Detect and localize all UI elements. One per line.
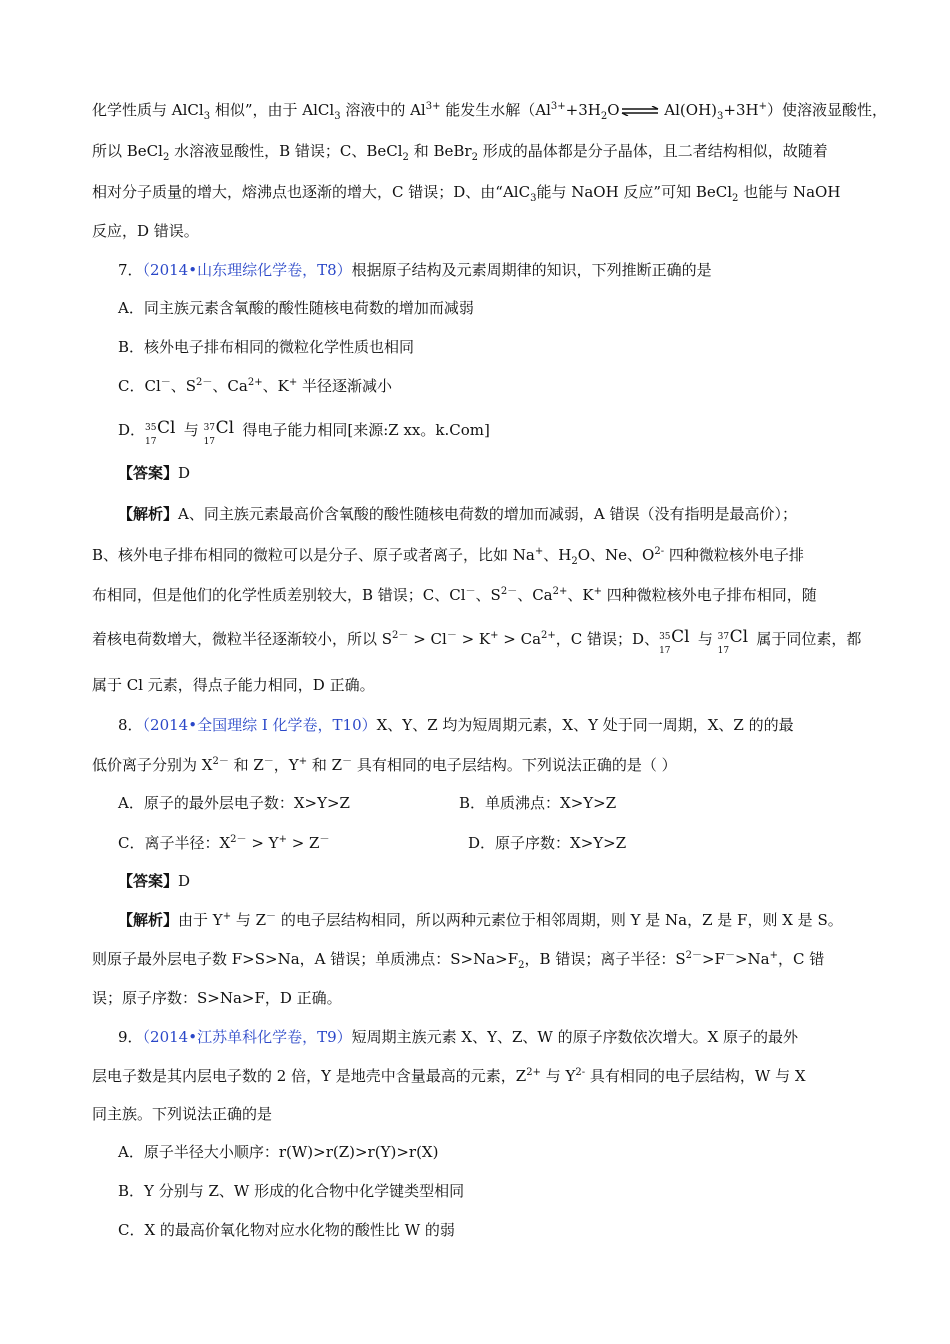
explanation-7: 【解析】A、同主族元素最高价含氧酸的酸性随核电荷数的增加而减弱，A 错误（没有指明是最高价）； xyxy=(118,505,797,523)
equilibrium-arrow-icon xyxy=(620,106,660,116)
answer-7: 【答案】D xyxy=(118,464,191,482)
isotope-cl35: 35 17 Cl xyxy=(145,418,176,447)
question-7-stem: 7．（2014•山东理综化学卷，T8）根据原子结构及元素周期律的知识，下列推断正确的是 xyxy=(118,261,712,279)
option-a: A．原子的最外层电子数：X>Y>Z xyxy=(118,794,350,812)
explanation-8: 【解析】由于 Y+ 与 Z－ 的电子层结构相同，所以两种元素位于相邻周期，则 Y 是 Na，Z 是 F，则 X 是 S。 xyxy=(118,911,843,929)
text-line: 误；原子序数：S>Na>F，D 正确。 xyxy=(92,989,342,1007)
text-line: 层电子数是其内层电子数的 2 倍，Y 是地壳中含量最高的元素，$Z^{2+}$ 与 $Y^{2-}$ 具有相同的电子层结构，W 与 X xyxy=(92,1067,806,1085)
text-line: 反应，D 错误。 xyxy=(92,222,199,240)
answer-8: 【答案】D xyxy=(118,872,191,890)
isotope-cl35: 35 17 Cl xyxy=(659,627,690,656)
text-line: 布相同，但是他们的化学性质差别较大，B 错误；C、Cl－、$S^{2-}$、$Ca^{2+}$、K+ 四种微粒核外电子排布相同，随 xyxy=(92,586,817,604)
option-b: B．核外电子排布相同的微粒化学性质也相同 xyxy=(118,338,415,356)
text-line: B、核外电子排布相同的微粒可以是分子、原子或者离子，比如 Na+、$H_2O$、Ne、$O^{2-}$ 四种微粒核外电子排 xyxy=(92,546,804,567)
question-source: （2014•山东理综化学卷，T8） xyxy=(142,261,352,279)
text-line: 同主族。下列说法正确的是 xyxy=(92,1105,273,1123)
option-c: C．离子半径：$X^{2-} > Y^+ > Z^-$ xyxy=(118,834,330,852)
text-line: 低价离子分别为 $X^{2-}$ 和 Z－，Y+ 和 Z－ 具有相同的电子层结构。下列说法正确的是（ ） xyxy=(92,756,677,774)
option-d: D． 35 17 Cl 与 37 17 Cl 得电子能力相同[来源:Z xx。k.Com] xyxy=(118,418,490,447)
text-line: 则原子最外层电子数 F>S>Na，A 错误；单质沸点：$S>Na>F_2$，B 错误；离子半径：$S^{2-}>F^->Na^+$，C 错 xyxy=(92,950,825,971)
question-9-stem: 9．（2014•江苏单科化学卷，T9）短周期主族元素 X、Y、Z、W 的原子序数依次增大。X 原子的最外 xyxy=(118,1028,799,1046)
question-source: （2014•江苏单科化学卷，T9） xyxy=(142,1028,352,1046)
isotope-cl37: 37 17 Cl xyxy=(203,418,235,447)
isotope-cl37: 37 17 Cl xyxy=(717,627,749,656)
text-line: 相对分子质量的增大，熔沸点也逐渐的增大，C 错误；D、由“AlC$_3$能与 NaOH 反应”可知 BeCl$_2$ 也能与 NaOH xyxy=(92,183,841,204)
text-line: 化学性质与 AlCl$_3$ 相似”，由于 AlCl$_3$ 溶液中的 $Al^{3+}$ 能发生水解（$Al^{3+}+3H_2O$ $Al(OH)_3+3H^+$）使溶液显酸性， xyxy=(92,101,887,122)
option-c: C．Cl－、$S^{2-}$、$Ca^{2+}$、K+ 半径逐渐减小 xyxy=(118,377,392,395)
option-a: A．原子半径大小顺序：r(W)>r(Z)>r(Y)>r(X) xyxy=(118,1143,439,1161)
question-8-stem: 8．（2014•全国理综 I 化学卷，T10）X、Y、Z 均为短周期元素，X、Y 处于同一周期，X、Z 的的最 xyxy=(118,716,794,734)
option-b: B．单质沸点：X>Y>Z xyxy=(459,794,617,812)
text-line: 着核电荷数增大，微粒半径逐渐较小，所以 $S^{2-} > Cl^- > K^+ > Ca^{2+}$，C 错误；D、 35 17 Cl 与 37 17 Cl 属于同位素，都 xyxy=(92,627,862,656)
option-a: A．同主族元素含氧酸的酸性随核电荷数的增加而减弱 xyxy=(118,299,474,317)
option-d: D．原子序数：X>Y>Z xyxy=(468,834,627,852)
text-line: 属于 Cl 元素，得点子能力相同，D 正确。 xyxy=(92,676,375,694)
option-c: C．X 的最高价氧化物对应水化物的酸性比 W 的弱 xyxy=(118,1221,455,1239)
option-b: B．Y 分别与 Z、W 形成的化合物中化学键类型相同 xyxy=(118,1182,465,1200)
text-line: 所以 BeCl$_2$ 水溶液显酸性，B 错误；C、BeCl$_2$ 和 BeBr$_2$ 形成的晶体都是分子晶体，且二者结构相似，故随着 xyxy=(92,142,828,163)
question-source: （2014•全国理综 I 化学卷，T10） xyxy=(142,716,377,734)
